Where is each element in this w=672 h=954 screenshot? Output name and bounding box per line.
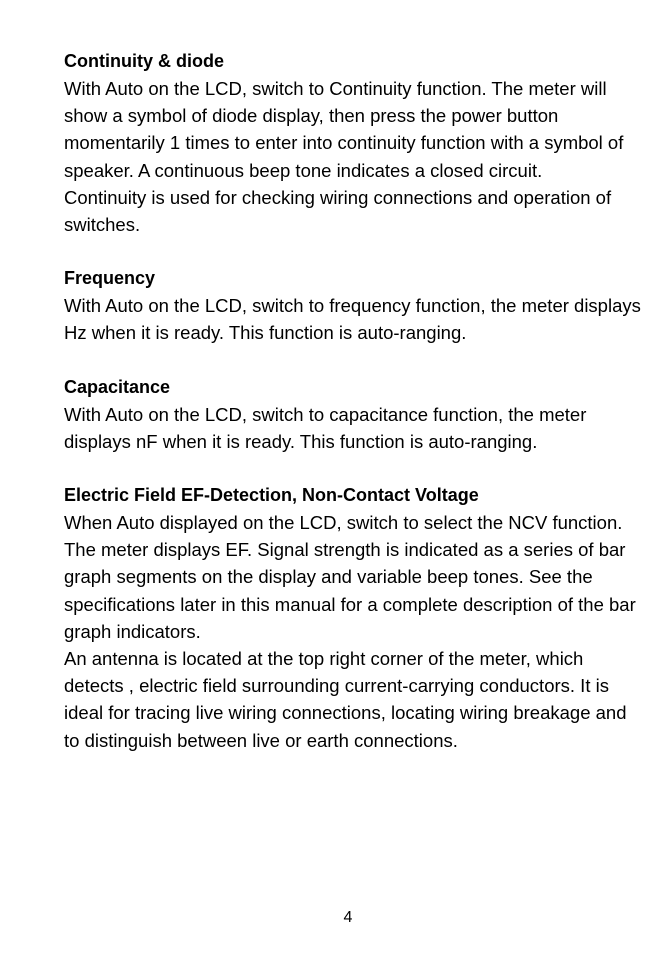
- section-paragraph: When Auto displayed on the LCD, switch to select the NCV function. The meter displays EF. Signal strength is indicated as a series of bar graph segments on the display and variable beep tones. See the specifications later in this manual for a complete description of the bar graph indicators.: [64, 512, 636, 642]
- section-heading: Frequency: [64, 268, 156, 289]
- manual-page-body: [64, 48, 644, 781]
- section-capacitance: [64, 374, 644, 455]
- section-paragraph: An antenna is located at the top right corner of the meter, which detects , electric field surrounding current-carrying conductors. It is ideal for tracing live wiring connections, locating wiring breakage and to distinguish between live or earth connections.: [64, 648, 627, 751]
- section-heading: Capacitance: [64, 376, 171, 397]
- page-number: 4: [343, 909, 353, 926]
- section-heading: Continuity & diode: [64, 51, 224, 71]
- section-paragraph: With Auto on the LCD, switch to Continuity function. The meter will show a symbol of diode display, then press the power button momentarily 1 times to enter into continuity function with a symbol of speaker. A continuous beep tone indicates a closed circuit.: [64, 78, 624, 181]
- section-electric-field: [64, 482, 644, 754]
- section-continuity-diode: [64, 48, 644, 238]
- section-paragraph: Continuity is used for checking wiring connections and operation of switches.: [64, 186, 612, 236]
- section-paragraph: With Auto on the LCD, switch to frequency function, the meter displays Hz when it is ready. This function is auto-ranging.: [64, 295, 641, 344]
- section-frequency: [64, 265, 644, 346]
- section-paragraph: With Auto on the LCD, switch to capacitance function, the meter displays nF when it is ready. This function is auto-ranging.: [64, 403, 587, 452]
- section-heading: Electric Field EF-Detection, Non-Contact Voltage: [64, 485, 479, 506]
